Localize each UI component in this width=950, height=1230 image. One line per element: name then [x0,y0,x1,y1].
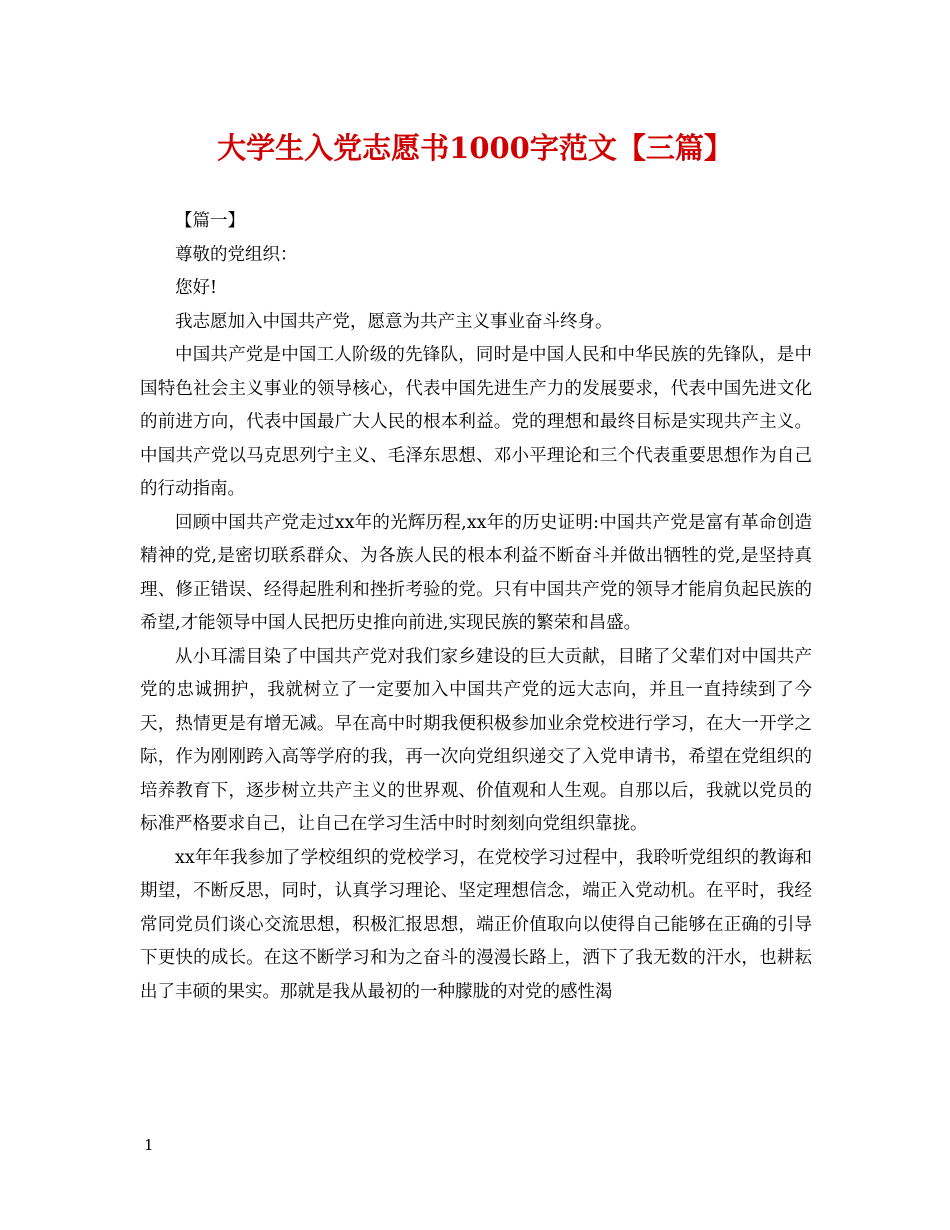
paragraph: xx年年我参加了学校组织的党校学习，在党校学习过程中，我聆听党组织的教诲和期望，不断反思，同时，认真学习理论、坚定理想信念，端正入党动机。在平时，我经常同党员们谈心交流思想，积极汇报思想，端正价值取向以使得自己能够在正确的引导下更快的成长。在这不断学习和为之奋斗的漫漫长路上，洒下了我无数的汗水，也耕耘出了丰硕的果实。那就是我从最初的一种朦胧的对党的感性渴 [140,847,812,1002]
page-number: 1 [144,1136,154,1154]
document-body [140,205,812,1009]
document-title: 大学生入党志愿书1000字范文【三篇】 [217,131,733,165]
salutation: 尊敬的党组织： [175,244,298,265]
paragraph: 从小耳濡目染了中国共产党对我们家乡建设的巨大贡献，目睹了父辈们对中国共产党的忠诚拥护，我就树立了一定要加入中国共产党的远大志向，并且一直持续到了今天，热情更是有增无减。早在高中时期我便积极参加业余党校进行学习，在大一开学之际，作为刚刚跨入高等学府的我，再一次向党组织递交了入党申请书，希望在党组织的培养教育下，逐步树立共产主义的世界观、价值观和人生观。自那以后，我就以党员的标准严格要求自己，让自己在学习生活中时时刻刻向党组织靠拢。 [140,646,812,834]
paragraph: 回顾中国共产党走过xx年的光辉历程,xx年的历史证明:中国共产党是富有革命创造精神的党,是密切联系群众、为各族人民的根本利益不断奋斗并做出牺牲的党,是坚持真理、修正错误、经得起胜利和挫折考验的党。只有中国共产党的领导才能肩负起民族的希望,才能领导中国人民把历史推向前进,实现民族的繁荣和昌盛。 [140,512,812,633]
paragraph: 中国共产党是中国工人阶级的先锋队，同时是中国人民和中华民族的先锋队，是中国特色社会主义事业的领导核心，代表中国先进生产力的发展要求，代表中国先进文化的前进方向，代表中国最广大人民的根本利益。党的理想和最终目标是实现共产主义。中国共产党以马克思列宁主义、毛泽东思想、邓小平理论和三个代表重要思想作为自己的行动指南。 [140,345,812,499]
section-heading: 【篇一】 [175,211,245,231]
greeting: 您好! [175,278,218,298]
paragraph: 我志愿加入中国共产党，愿意为共产主义事业奋斗终身。 [175,311,613,332]
